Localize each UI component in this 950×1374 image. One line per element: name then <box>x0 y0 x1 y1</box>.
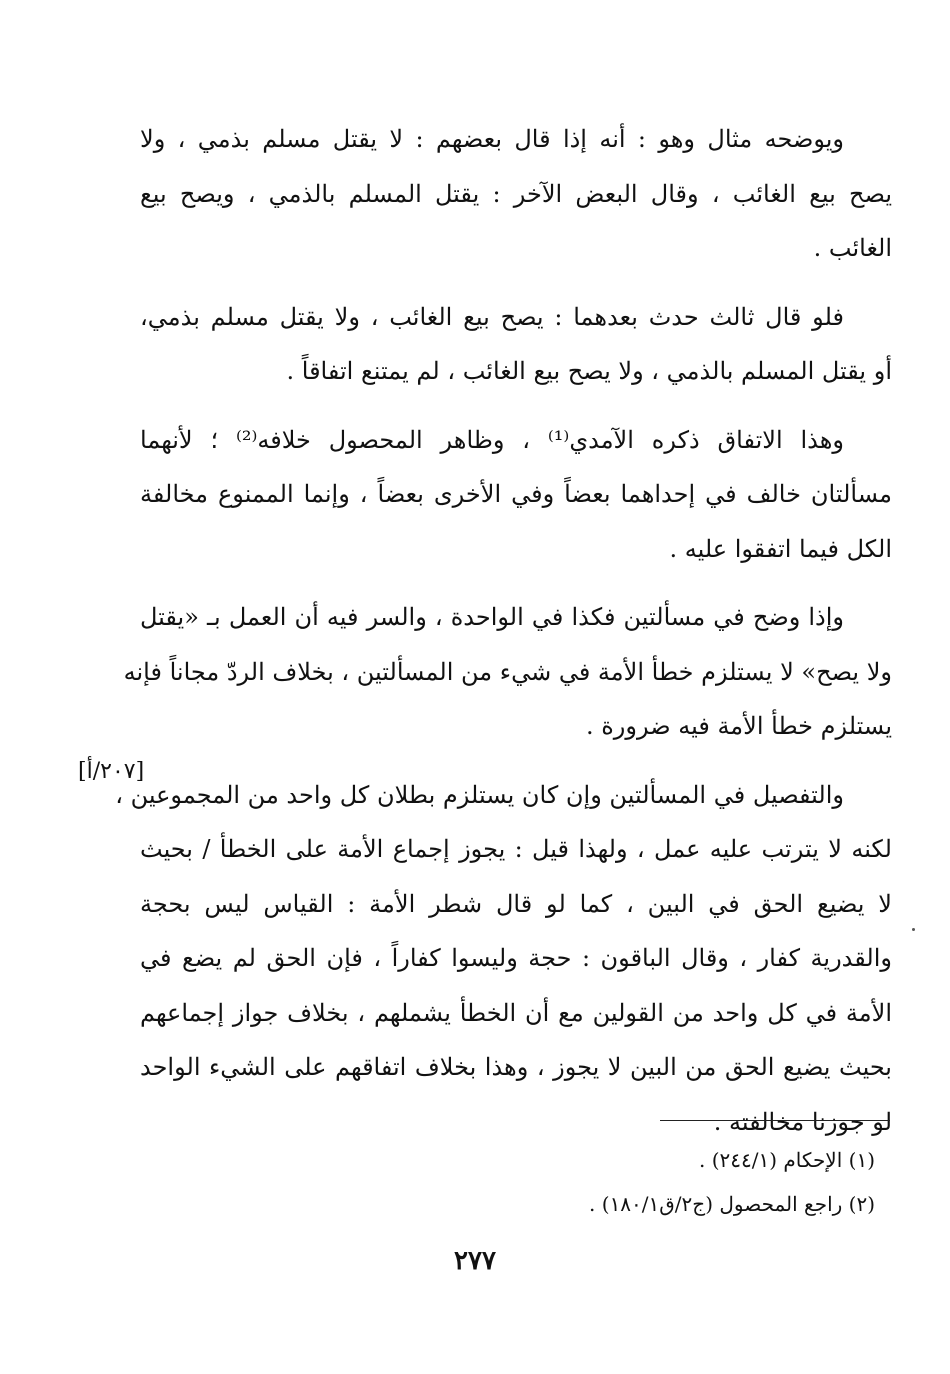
paragraph <box>115 768 892 1150</box>
text-line: بحيث يضيع الحق من البين لا يجوز ، وهذا بخلاف اتفاقهم على الشيء الواحد <box>140 1053 892 1081</box>
scan-speck <box>912 928 915 931</box>
text-line: الكل فيما اتفقوا عليه . <box>669 534 892 563</box>
text-line: والتفصيل في المسألتين وإن كان يستلزم بطلان كل واحد من المجموعين ، <box>115 780 844 809</box>
text-line: والقدرية كفار ، وقال الباقون : حجة وليسوا كفاراً ، فإن الحق لم يضع في <box>140 944 892 972</box>
text-line: لا يضيع الحق في البين ، كما لو قال شطر الأمة : القياس ليس بحجة <box>140 889 892 918</box>
paragraph <box>140 290 892 399</box>
text-line: وهذا الاتفاق ذكره الآمدي⁽¹⁾ ، وظاهر المحصول خلافه⁽²⁾ ؛ لأنهما <box>140 425 844 454</box>
text-line: لكنه لا يترتب عليه عمل ، ولهذا قيل : يجوز إجماع الأمة على الخطأ / بحيث <box>140 835 892 863</box>
footnote-separator <box>660 1120 890 1121</box>
text-line: الغائب . <box>813 234 892 262</box>
text-line: أو يقتل المسلم بالذمي ، ولا يصح بيع الغائب ، لم يمتنع اتفاقاً . <box>286 357 892 385</box>
footnote-2: (٢) راجع المحصول (ج٢/ق١٨٠/١) . <box>589 1192 875 1216</box>
margin-folio-note: [٢٠٧/أ] <box>78 759 145 784</box>
text-line: لو جوزنا مخالفته . <box>713 1107 892 1136</box>
text-line: وإذا وضح في مسألتين فكذا في الواحدة ، والسر فيه أن العمل بـ «يقتل <box>140 603 844 631</box>
text-line: ولا يصح» لا يستلزم خطأ الأمة في شيء من المسألتين ، بخلاف الردّ مجاناً فإنه <box>123 657 892 686</box>
paragraph <box>123 590 892 754</box>
text-line: يصح بيع الغائب ، وقال البعض الآخر : يقتل المسلم بالذمي ، ويصح بيع <box>140 179 892 208</box>
text-line: يستلزم خطأ الأمة فيه ضرورة . <box>585 712 892 740</box>
main-text <box>115 112 892 1163</box>
paragraph <box>140 112 892 276</box>
text-line: مسألتان خالف في إحداهما بعضاً وفي الأخرى بعضاً ، وإنما الممنوع مخالفة <box>140 480 892 508</box>
page-number: ٢٧٧ <box>454 1246 496 1276</box>
text-line: فلو قال ثالث حدث بعدهما : يصح بيع الغائب ، ولا يقتل مسلم بذمي، <box>140 302 844 331</box>
footnotes <box>400 1138 875 1226</box>
footnote-1: (١) الإحكام (٢٤٤/١) . <box>699 1148 875 1172</box>
text-line: ويوضحه مثال وهو : أنه إذا قال بعضهم : لا يقتل مسلم بذمي ، ولا <box>140 125 844 153</box>
paragraph <box>140 413 892 577</box>
text-line: الأمة في كل واحد من القولين مع أن الخطأ يشملهم ، بخلاف جواز إجماعهم <box>140 998 892 1027</box>
